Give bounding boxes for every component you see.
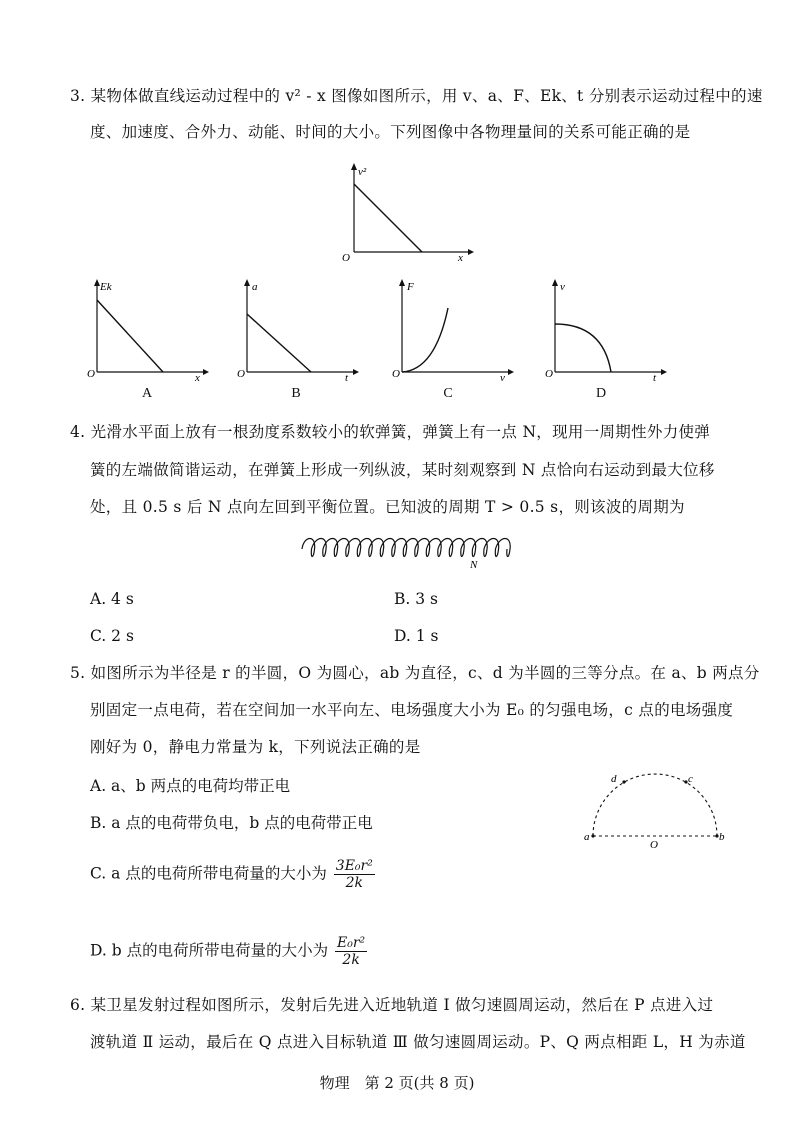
q5-option-A: A. a、b 两点的电荷均带正电 <box>90 777 291 795</box>
graphD-ylabel: v <box>560 281 565 293</box>
q3-graph-D <box>543 278 668 383</box>
spring-N-label: N <box>470 559 478 571</box>
label-d: d <box>611 773 617 785</box>
graphD-origin: O <box>545 368 553 380</box>
q3-graph-A <box>85 278 210 383</box>
q5-line3: 刚好为 0，静电力常量为 k，下列说法正确的是 <box>90 738 421 756</box>
label-a: a <box>584 831 590 843</box>
graphA-ylabel: Ek <box>100 281 112 293</box>
q3-line1: 3. 某物体做直线运动过程中的 v² - x 图像如图所示，用 v、a、F、Ek、t 分别表示运动过程中的速 <box>70 87 763 105</box>
graphC-xlabel: v <box>500 372 505 383</box>
main-origin: O <box>342 252 350 262</box>
graphA-caption: A <box>141 386 153 401</box>
q5-optC-text: C. a 点的电荷所带电荷量的大小为 <box>90 864 327 883</box>
q5-optC-num: 3E₀r² <box>335 858 373 874</box>
page-footer: 物理 第 2 页(共 8 页) <box>319 1074 475 1092</box>
graphD-xlabel: t <box>653 372 657 383</box>
q4-line3: 处，且 0.5 s 后 N 点向左回到平衡位置。已知波的周期 T > 0.5 s，则该波的周期为 <box>90 498 685 516</box>
label-b: b <box>719 831 725 843</box>
q3-graph-C <box>390 278 515 383</box>
q5-optD-den: 2k <box>342 952 360 968</box>
q5-optC-den: 2k <box>345 875 363 891</box>
graphA-origin: O <box>87 368 95 380</box>
q3-main-graph <box>340 162 475 262</box>
graphB-origin: O <box>237 368 245 380</box>
q5-option-C <box>90 858 375 891</box>
q5-option-B: B. a 点的电荷带负电，b 点的电荷带正电 <box>90 814 373 832</box>
q5-line1: 5. 如图所示为半径是 r 的半圆，O 为圆心，ab 为直径，c、d 为半圆的三等分点。在 a、b 两点分 <box>70 664 760 682</box>
q4-spring <box>298 533 523 571</box>
q6-line1: 6. 某卫星发射过程如图所示，发射后先进入近地轨道 Ⅰ 做匀速圆周运动，然后在 P 点进入过 <box>70 996 714 1014</box>
q4-option-D: D. 1 s <box>394 627 439 645</box>
q5-line2: 别固定一点电荷，若在空间加一水平向左、电场强度大小为 E₀ 的匀强电场，c 点的电场强度 <box>90 701 734 719</box>
q5-optD-text: D. b 点的电荷所带电荷量的大小为 <box>90 941 329 960</box>
q5-option-D <box>90 935 367 968</box>
graphC-ylabel: F <box>407 281 414 293</box>
q6-line2: 渡轨道 Ⅱ 运动，最后在 Q 点进入目标轨道 Ⅲ 做匀速圆周运动。P、Q 两点相距 L，H 为赤道 <box>90 1033 746 1051</box>
label-c: c <box>688 773 693 785</box>
q4-line1: 4. 光滑水平面上放有一根劲度系数较小的软弹簧，弹簧上有一点 N，现用一周期性外力使弹 <box>70 423 711 441</box>
q4-option-C: C. 2 s <box>90 627 134 645</box>
graphB-xlabel: t <box>345 372 349 383</box>
q5-optC-fraction <box>334 858 375 891</box>
q4-line2: 簧的左端做简谐运动，在弹簧上形成一列纵波，某时刻观察到 N 点恰向右运动到最大位移 <box>90 461 715 479</box>
graphB-caption: B <box>291 386 301 401</box>
graphB-ylabel: a <box>252 281 258 293</box>
graphD-caption: D <box>595 386 607 401</box>
graphA-xlabel: x <box>195 372 200 383</box>
q5-optD-num: E₀r² <box>337 935 366 951</box>
main-ylabel: v² <box>358 166 367 178</box>
label-O: O <box>650 839 658 850</box>
graphC-origin: O <box>392 368 400 380</box>
q4-option-A: A. 4 s <box>90 590 134 608</box>
graphC-caption: C <box>443 386 453 401</box>
main-xlabel: x <box>458 252 463 262</box>
q3-line2: 度、加速度、合外力、动能、时间的大小。下列图像中各物理量间的关系可能正确的是 <box>90 123 691 141</box>
q5-semicircle-diagram <box>583 770 728 850</box>
q5-optD-fraction <box>335 935 367 968</box>
q3-graph-B <box>235 278 360 383</box>
q4-option-B: B. 3 s <box>394 590 438 608</box>
